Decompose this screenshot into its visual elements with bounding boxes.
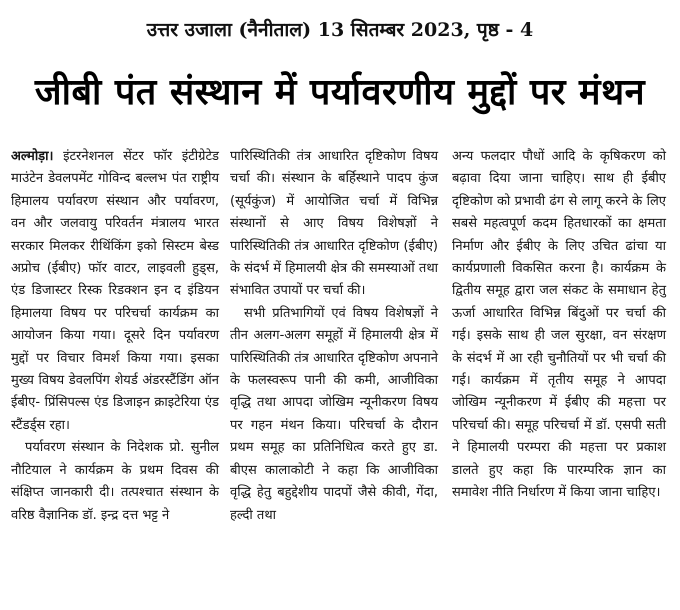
- masthead: उत्तर उजाला (नैनीताल) 13 सितम्बर 2023, पृष्ठ - 4: [146, 19, 534, 41]
- article-column-1: [11, 146, 219, 527]
- paragraph-2: पर्यावरण संस्थान के निदेशक प्रो. सुनील नौटियाल ने कार्यक्रम के प्रथम दिवस की संक्षिप्त जानकारी दी। तत्पश्चात संस्थान के वरिष्ठ वैज्ञानिक डॉ. इन्द्र दत्त भट्ट ने: [11, 440, 219, 523]
- paragraph-1: [11, 146, 219, 437]
- paragraph-5: अन्य फलदार पौधों आदि के कृषिकरण को बढ़ावा दिया जाना चाहिए। साथ ही ईबीए दृष्टिकोण को प्रभावी ढंग से लागू करने के लिए सबसे महत्वपूर्ण कदम हितधारकों का क्षमता निर्माण और ईबीए के लिए उचित ढांचा या कार्यप्रणाली विकसित करना है। कार्यक्रम के द्वितीय समूह द्वारा जल संकट के समाधान हेतु ऊर्जा आधारित विभिन्न बिंदुओं पर चर्चा की गई। इसके साथ ही जल सुरक्षा, वन संरक्षण के संदर्भ में आ रही चुनौतियों पर भी चर्चा की गई। कार्यक्रम में तृतीय समूह ने आपदा जोखिम न्यूनीकरण में ईबीए की महत्ता पर परिचर्चा की। समूह परिचर्चा में डॉ. एसपी सती ने हिमालयी परम्परा की महत्ता पर प्रकाश डालते हुए कहा कि पारम्परिक ज्ञान का समावेश नीति निर्धारण में किया जाना चाहिए।: [452, 149, 666, 501]
- article-column-2: [230, 146, 438, 527]
- paragraph-1-text: इंटरनेशनल सेंटर फॉर इंटीग्रेटेड माउंटेन डेवलपमेंट गोविन्द बल्लभ पंत राष्ट्रीय हिमालय पर्यावरण संस्थान और पर्यावरण, वन और जलवायु परिवर्तन मंत्रालय भारत सरकार मिलकर रीथिंकिंग इको सिस्टम बेस्ड अप्रोच (ईबीए) फॉर वाटर, लाइवली हुड्स, एंड डिजास्टर रिस्क रिडक्शन इन द इंडियन हिमालया विषय पर परिचर्चा कार्यक्रम का आयोजन किया गया। दूसरे दिन पर्यावरण मुद्दों पर विचार विमर्श किया गया। इसका मुख्य विषय डेवलपिंग शेयर्ड अंडरस्टैंडिंग ऑन ईबीए- प्रिंसिपल्स एंड डिजाइन क्राइटेरिया एंड स्टैंडर्ड्स रहा।: [11, 149, 219, 433]
- paragraph-3: पारिस्थितिकी तंत्र आधारित दृष्टिकोण विषय चर्चा की। संस्थान के बर्हिस्थाने पादप कुंज (सूर्यकुंज) में आयोजित चर्चा में विभिन्न संस्थानों से आए विषय विशेषज्ञों ने पारिस्थितिकी तंत्र आधारित दृष्टिकोण (ईबीए) के संदर्भ में हिमालयी क्षेत्र की समस्याओं तथा संभावित उपायों पर चर्चा की।: [230, 149, 438, 299]
- paragraph-4: सभी प्रतिभागियों एवं विषय विशेषज्ञों ने तीन अलग-अलग समूहों में हिमालयी क्षेत्र में पारिस्थितिकी तंत्र आधारित दृष्टिकोण अपनाने के फलस्वरूप पानी की कमी, आजीविका वृद्धि तथा आपदा जोखिम न्यूनीकरण विषय पर गहन मंथन किया। परिचर्चा के दौरान प्रथम समूह का प्रतिनिधित्व करते हुए डा. बीएस कालाकोटी ने कहा कि आजीविका वृद्धि हेतु बहुद्देशीय पादपों जैसे कीवी, गेंदा, हल्दी तथा: [230, 305, 438, 523]
- headline: जीबी पंत संस्थान में पर्यावरणीय मुद्दों पर मंथन: [34, 71, 646, 113]
- dateline: अल्मोड़ा।: [11, 149, 54, 164]
- article-column-3: [452, 146, 666, 505]
